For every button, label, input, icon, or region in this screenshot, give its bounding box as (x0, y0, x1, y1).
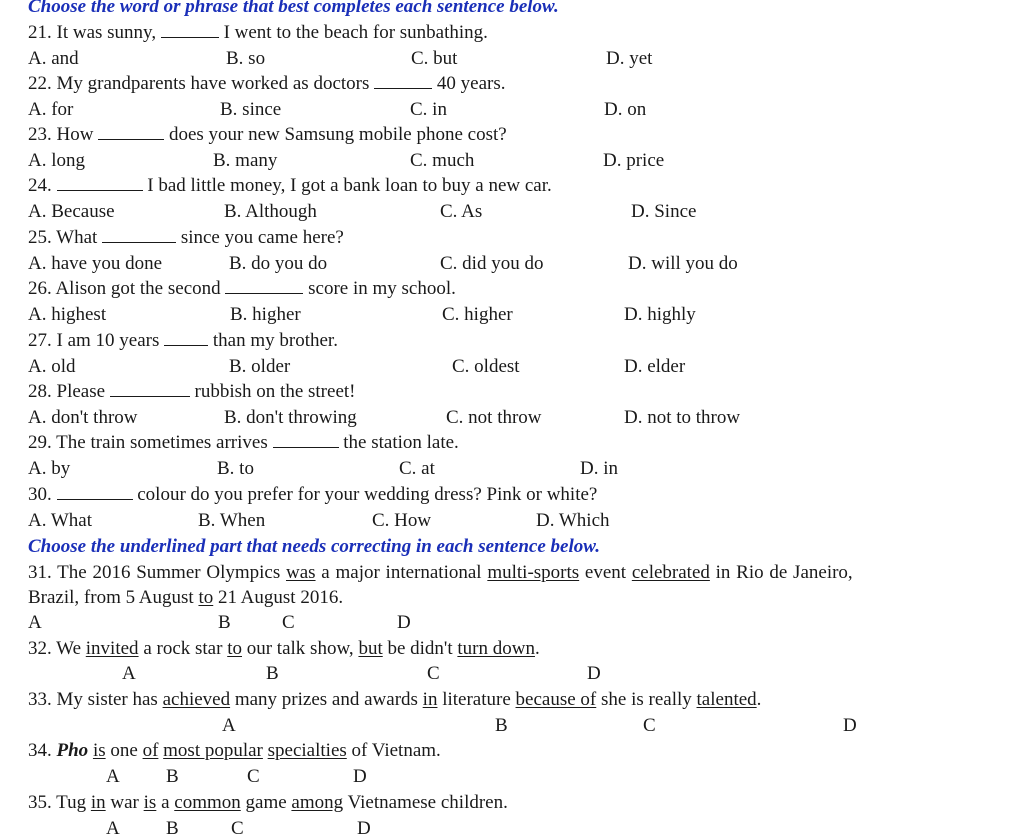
question-26 (28, 278, 456, 300)
question-number: 25. (28, 227, 52, 248)
underlined-option-c[interactable]: because of (515, 689, 597, 710)
underlined-option-c[interactable]: most popular (163, 740, 263, 761)
question-text: It was sunny, (56, 22, 157, 43)
underlined-option-b[interactable]: multi-sports (487, 562, 580, 583)
underlined-option-b[interactable]: to (227, 638, 242, 659)
question-text: the station late. (343, 432, 459, 453)
option-a[interactable]: A. by (28, 458, 71, 479)
letter-label-d: D (843, 715, 857, 736)
option-b[interactable]: B. Although (224, 201, 317, 222)
option-d[interactable]: D. yet (606, 48, 653, 69)
question-number: 28. (28, 381, 52, 402)
underlined-option-c[interactable]: common (174, 792, 241, 813)
option-c[interactable]: C. oldest (452, 356, 520, 377)
option-c[interactable]: C. How (372, 510, 432, 531)
question-text: Vietnamese children. (347, 792, 508, 813)
option-a[interactable]: A. What (28, 510, 93, 531)
underlined-option-b[interactable]: in (422, 689, 438, 710)
question-text: My sister has (56, 689, 158, 710)
question-number: 26. (28, 278, 52, 299)
question-text: a (161, 792, 170, 813)
answer-blank[interactable] (110, 381, 190, 397)
underlined-option-b[interactable]: of (142, 740, 159, 761)
question-text: many prizes and awards (234, 689, 418, 710)
underlined-option-a[interactable]: achieved (162, 689, 231, 710)
question-text: . (534, 638, 540, 659)
letter-label-b: B (266, 663, 279, 684)
letter-label-d: D (397, 612, 411, 633)
answer-blank[interactable] (164, 330, 208, 346)
question-text: of Vietnam. (351, 740, 441, 761)
letter-label-b: B (218, 612, 231, 633)
question-number: 31. (28, 562, 52, 583)
letter-label-c: C (282, 612, 295, 633)
answer-blank[interactable] (161, 22, 219, 38)
question-29 (28, 432, 459, 454)
question-35 (28, 792, 508, 814)
option-d[interactable]: D. in (580, 458, 618, 479)
question-text: in Rio de Janeiro, (715, 562, 853, 583)
question-21 (28, 22, 488, 44)
question-22 (28, 73, 505, 95)
option-a[interactable]: A. long (28, 150, 85, 171)
question-33 (28, 689, 761, 711)
question-text: be didn't (387, 638, 453, 659)
letter-label-c: C (231, 818, 244, 839)
underlined-option-c[interactable]: but (358, 638, 383, 659)
question-text: a rock star (143, 638, 223, 659)
answer-blank[interactable] (102, 227, 176, 243)
underlined-option-b[interactable]: is (143, 792, 157, 813)
answer-blank[interactable] (273, 432, 339, 448)
question-32 (28, 638, 540, 660)
letter-label-b: B (166, 766, 179, 787)
question-text: . (756, 689, 762, 710)
option-a[interactable]: A. old (28, 356, 76, 377)
question-number: 24. (28, 175, 52, 196)
question-text: since you came here? (180, 227, 344, 248)
letter-label-d: D (587, 663, 601, 684)
question-text: Pho (56, 740, 89, 761)
letter-label-b: B (495, 715, 508, 736)
question-text: I am 10 years (56, 330, 160, 351)
option-b[interactable]: B. many (213, 150, 278, 171)
section-heading-fill-blank: Choose the word or phrase that best completes each sentence below. (28, 0, 559, 17)
question-text: literature (442, 689, 511, 710)
question-text: How (56, 124, 94, 145)
option-c[interactable]: C. did you do (440, 253, 544, 274)
question-31-line-2 (28, 587, 343, 609)
question-number: 35. (28, 792, 52, 813)
question-25 (28, 227, 344, 249)
question-number: 21. (28, 22, 52, 43)
underlined-option-a[interactable]: in (90, 792, 106, 813)
question-number: 30. (28, 484, 52, 505)
option-d[interactable]: D. will you do (628, 253, 738, 274)
answer-blank[interactable] (98, 124, 164, 140)
question-text: Alison got the second (55, 278, 221, 299)
option-a[interactable]: A. don't throw (28, 407, 138, 428)
question-31 (28, 562, 853, 584)
option-c[interactable]: C. at (399, 458, 435, 479)
letter-label-c: C (247, 766, 260, 787)
option-d[interactable]: D. elder (624, 356, 686, 377)
option-d[interactable]: D. not to throw (624, 407, 741, 428)
underlined-option-a[interactable]: was (285, 562, 316, 583)
question-text: I went to the beach for sunbathing. (223, 22, 488, 43)
question-27 (28, 330, 338, 352)
question-text: What (56, 227, 98, 248)
question-24 (28, 175, 552, 197)
option-b[interactable]: B. so (226, 48, 266, 69)
question-text: rubbish on the street! (194, 381, 356, 402)
letter-label-c: C (643, 715, 656, 736)
option-c[interactable]: C. much (410, 150, 475, 171)
question-text: 21 August 2016. (217, 587, 344, 608)
letter-label-b: B (166, 818, 179, 839)
question-text: score in my school. (308, 278, 456, 299)
option-a[interactable]: A. Because (28, 201, 115, 222)
question-number: 29. (28, 432, 52, 453)
option-b[interactable]: B. higher (230, 304, 301, 325)
underlined-option-d[interactable]: talented (696, 689, 757, 710)
option-d[interactable]: D. highly (624, 304, 696, 325)
option-a[interactable]: A. and (28, 48, 79, 69)
underlined-option-c[interactable]: celebrated (631, 562, 710, 583)
underlined-option-a[interactable]: is (92, 740, 106, 761)
option-d[interactable]: D. price (603, 150, 665, 171)
answer-blank[interactable] (57, 484, 133, 500)
option-c[interactable]: C. in (410, 99, 447, 120)
answer-blank[interactable] (225, 278, 303, 294)
question-30 (28, 484, 597, 506)
question-text: Please (56, 381, 106, 402)
question-text: I bad little money, I got a bank loan to buy a new car. (147, 175, 552, 196)
option-b[interactable]: B. older (229, 356, 291, 377)
option-c[interactable]: C. but (411, 48, 458, 69)
question-text: war (110, 792, 139, 813)
answer-blank[interactable] (57, 175, 143, 191)
question-text: 40 years. (436, 73, 506, 94)
question-text: My grandparents have worked as doctors (56, 73, 370, 94)
question-text: colour do you prefer for your wedding dress? Pink or white? (137, 484, 598, 505)
letter-label-a: A (122, 663, 136, 684)
option-c[interactable]: C. As (440, 201, 483, 222)
question-text: our talk show, (246, 638, 354, 659)
option-c[interactable]: C. higher (442, 304, 513, 325)
question-text: one (110, 740, 138, 761)
question-number: 32. (28, 638, 52, 659)
letter-label-d: D (353, 766, 367, 787)
question-text: We (56, 638, 82, 659)
question-number: 27. (28, 330, 52, 351)
option-b[interactable]: B. When (198, 510, 266, 531)
option-b[interactable]: B. do you do (229, 253, 328, 274)
question-text: Brazil, from 5 August (28, 587, 194, 608)
letter-label-a: A (106, 766, 120, 787)
underlined-option-a[interactable]: invited (85, 638, 139, 659)
question-text: than my brother. (212, 330, 338, 351)
question-text: game (245, 792, 287, 813)
question-text: The 2016 Summer Olympics (57, 562, 281, 583)
section-heading-error-correction: Choose the underlined part that needs correcting in each sentence below. (28, 536, 600, 557)
question-number: 33. (28, 689, 52, 710)
option-b[interactable]: B. don't throwing (224, 407, 357, 428)
letter-label-a: A (222, 715, 236, 736)
underlined-option-d[interactable]: to (198, 587, 214, 608)
question-number: 34. (28, 740, 52, 761)
underlined-option-d[interactable]: among (291, 792, 344, 813)
underlined-option-d[interactable]: turn down (457, 638, 535, 659)
question-text: The train sometimes arrives (56, 432, 268, 453)
question-number: 22. (28, 73, 52, 94)
question-text: a major international (321, 562, 482, 583)
option-b[interactable]: B. to (217, 458, 254, 479)
option-d[interactable]: D. on (604, 99, 647, 120)
option-b[interactable]: B. since (220, 99, 282, 120)
question-text: event (584, 562, 627, 583)
question-text: does your new Samsung mobile phone cost? (168, 124, 507, 145)
letter-label-d: D (357, 818, 371, 839)
question-23 (28, 124, 507, 146)
question-text: she is really (601, 689, 692, 710)
option-a[interactable]: A. have you done (28, 253, 163, 274)
question-number: 23. (28, 124, 52, 145)
option-d[interactable]: D. Which (536, 510, 610, 531)
question-text: Tug (56, 792, 87, 813)
question-34 (28, 740, 441, 762)
option-d[interactable]: D. Since (631, 201, 697, 222)
option-a[interactable]: A. for (28, 99, 74, 120)
option-a[interactable]: A. highest (28, 304, 107, 325)
letter-label-c: C (427, 663, 440, 684)
answer-blank[interactable] (374, 73, 432, 89)
option-c[interactable]: C. not throw (446, 407, 542, 428)
letter-label-a: A (106, 818, 120, 839)
question-28 (28, 381, 355, 403)
underlined-option-d[interactable]: specialties (267, 740, 347, 761)
letter-label-a: A (28, 612, 42, 633)
